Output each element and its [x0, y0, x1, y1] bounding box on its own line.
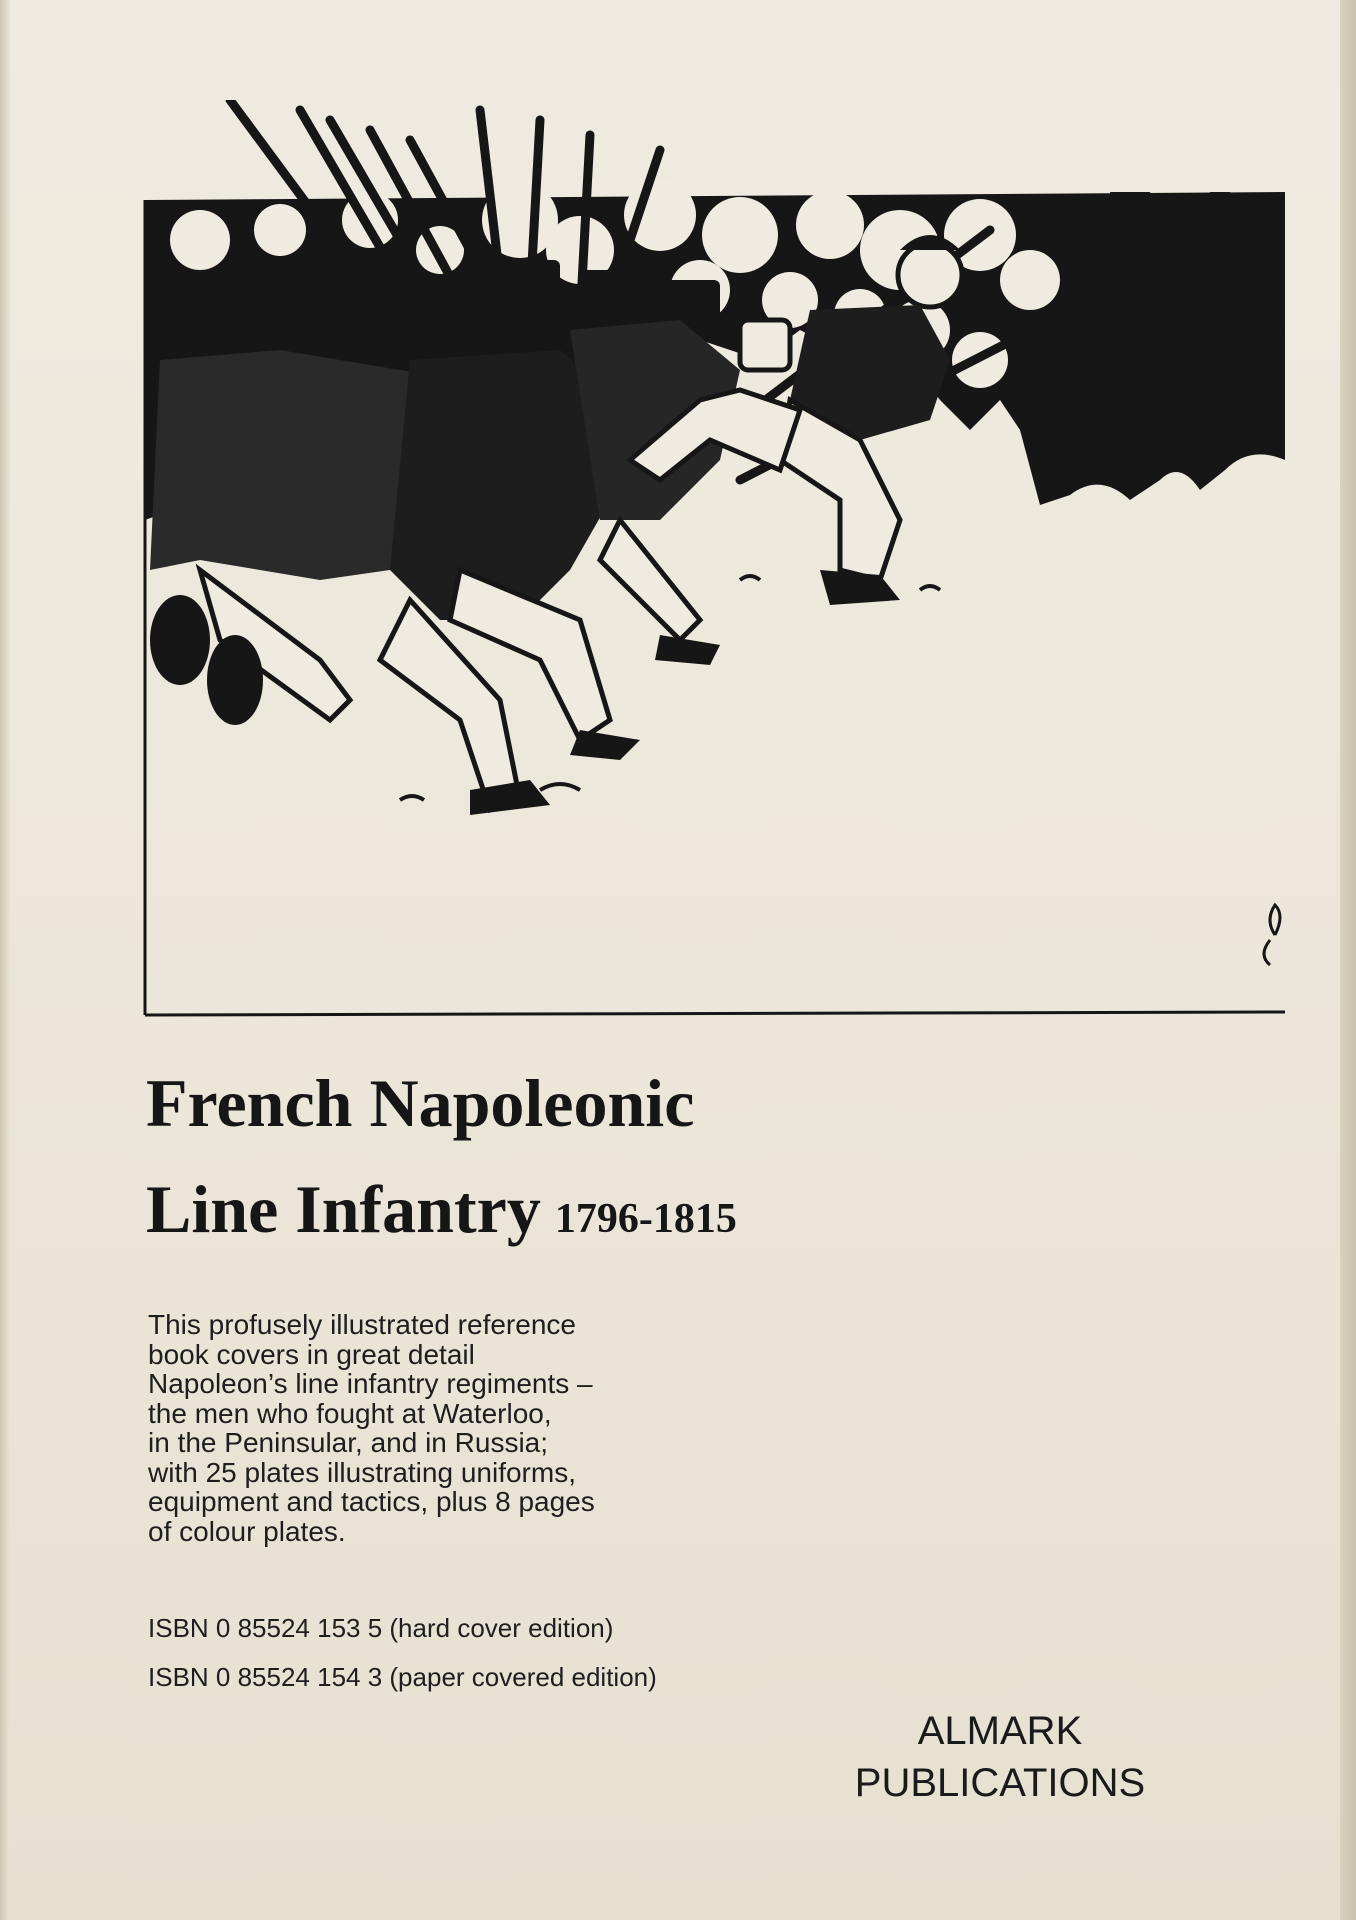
blurb-line: book covers in great detail	[148, 1338, 475, 1370]
blurb-line: with 25 plates illustrating uniforms,	[148, 1456, 576, 1488]
cover-left-edge	[0, 0, 10, 1920]
artist-signature	[1264, 905, 1280, 965]
publisher-line-1: ALMARK	[917, 1709, 1083, 1753]
title-line-2	[146, 1156, 737, 1272]
blurb-line: of colour plates.	[148, 1515, 346, 1547]
blurb-line: the men who fought at Waterloo,	[148, 1397, 552, 1429]
isbn-hard-cover: ISBN 0 85524 153 5 (hard cover edition)	[148, 1613, 614, 1643]
frame-bottom-line	[145, 1012, 1285, 1015]
publisher-name	[820, 1705, 1180, 1809]
soldier-column	[150, 320, 740, 815]
infantry-charge-illustration	[140, 100, 1290, 1020]
blurb-line: in the Peninsular, and in Russia;	[148, 1427, 549, 1458]
book-title	[146, 1050, 737, 1272]
blurb-line: equipment and tactics, plus 8 pages	[148, 1486, 595, 1517]
cover-right-edge	[1340, 0, 1356, 1920]
title-main: Line Infantry	[146, 1171, 541, 1247]
blurb-line: This profusely illustrated reference	[148, 1309, 576, 1340]
isbn-paper-cover: ISBN 0 85524 154 3 (paper covered edition)	[148, 1662, 657, 1692]
publisher-line-2: PUBLICATIONS	[854, 1761, 1146, 1805]
blurb-line: Napoleon’s line infantry regiments –	[148, 1368, 593, 1399]
blurb	[148, 1310, 788, 1546]
title-line-1: French Napoleonic	[146, 1065, 695, 1141]
title-years: 1796-1815	[554, 1196, 737, 1242]
